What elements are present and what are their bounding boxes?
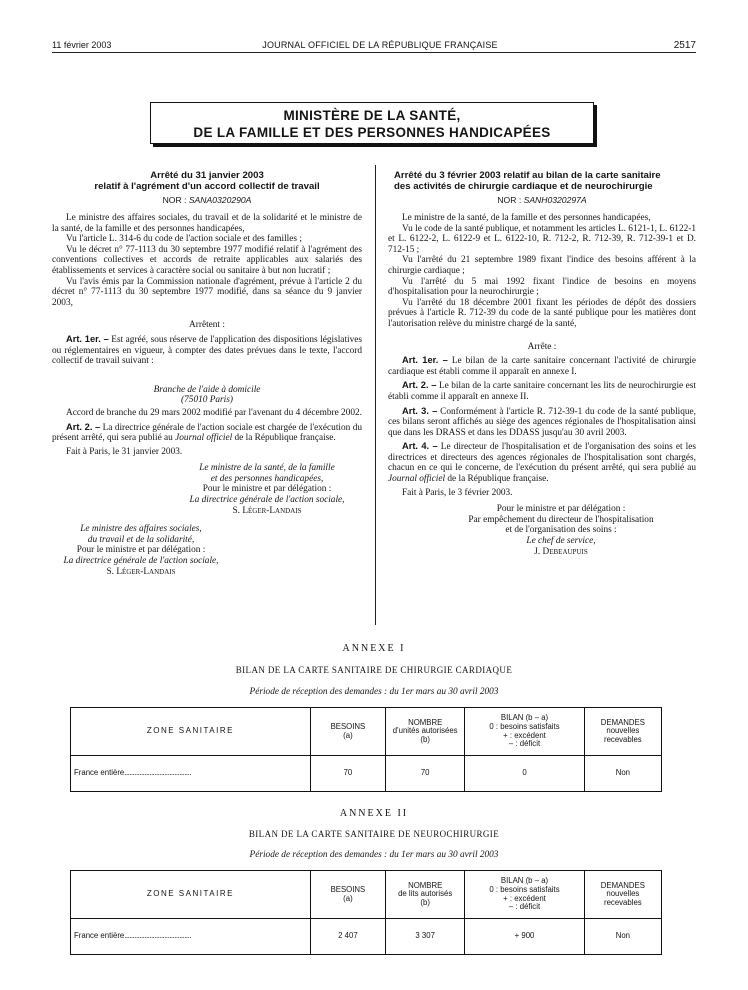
left-title-2: relatif à l'agrément d'un accord collectif de travail [94,181,320,192]
table-header-row [71,708,662,756]
col-zone-header: ZONE SANITAIRE [71,708,311,756]
left-art-1 [52,334,362,367]
table-row [71,919,662,955]
right-art-2-text: Le bilan de la carte sanitaire concernant les lits de neurochirurgie est établi comme il apparaît en annexe II. [388,381,696,402]
col-bilan-line-3: + : excédent [503,730,546,740]
col-demandes-header [584,871,661,919]
right-arrete: Arrête : [527,341,557,352]
left-sig2-line-4: La directrice générale de l'action sociale, [63,556,219,567]
right-art-4-label: Art. 4. – [402,441,438,452]
annex-1-table [70,707,662,792]
left-sig2-line-1: Le ministre des affaires sociales, [80,524,202,535]
right-title: Arrêté du 3 février 2003 relatif au bilan de la carte sanitaire des activités de chirurgie cardiaque et de neurochirurgie [394,170,661,192]
left-art-2-text-a: La directrice générale de l'action sociale est chargée de l'exécution du présent arrêté, qui sera publié au [52,422,362,444]
col-bilan-line-4: – : déficit [508,902,541,912]
col-bilan-label: BILAN (b – a) [500,713,549,723]
annex-1-period: Période de réception des demandes : du 1er mars au 30 avril 2003 [249,687,499,697]
cell-besoins: 2 407 [310,919,385,955]
col-bilan-line-4: – : déficit [508,739,541,749]
left-sig1-line-4: La directrice générale de l'action sociale, [189,495,345,506]
ministry-line-1: MINISTÈRE DE LA SANTÉ, [283,108,461,123]
col-nombre-label: NOMBRE [408,717,443,727]
left-branche-1: Branche de l'aide à domicile [153,384,261,395]
right-para-2: Vu le code de la santé publique, et notamment les articles L. 6121-1, L. 6122-1 et L. 6122-2, L. 6122-9 et L. 6122-10, R. 712-2, R. 712-39, R. 712-39-1 et D. 712-15 ; [388,223,696,255]
col-demandes-line-3: recevables [603,734,642,744]
right-fait: Fait à Paris, le 3 février 2003. [402,487,513,498]
left-art-1-text: Est agréé, sous réserve de l'application des dispositions législatives ou réglementaires en vigueur, à compter des dates prévues dans le texte, l'accord collectif de travail suivant : [52,334,362,367]
right-para-5: Vu l'arrêté du 18 décembre 2001 fixant les périodes de dépôt des dossiers prévues à l'article R. 712-39 du code de la santé publique pour les matières dont l'autorisation relève du ministre chargé de la santé, [388,297,696,329]
col-bilan-line-2: 0 : besoins satisfaits [489,884,560,894]
left-nor [52,195,362,205]
cell-zone-text: France entière [74,931,125,941]
col-bilan-label: BILAN (b – a) [500,876,549,886]
right-art-2-label: Art. 2. – [402,380,437,391]
annex-2-table [70,870,662,955]
col-nombre-sub: (b) [420,897,430,907]
cell-demandes: Non [584,756,661,792]
right-art-1-label: Art. 1er. – [402,355,448,366]
right-art-2 [388,380,696,402]
annex-1-subtitle: BILAN DE LA CARTE SANITAIRE DE CHIRURGIE CARDIAQUE [235,665,513,675]
right-para-3: Vu l'arrêté du 21 septembre 1989 fixant l'indice des besoins afférent à la chirurgie cardiaque ; [388,255,696,276]
left-art-1-label: Art. 1er. – [66,333,109,344]
column-separator [375,165,376,625]
right-art-3-label: Art. 3. – [402,405,438,416]
left-para-4: Vu l'avis émis par la Commission nationale d'agrément, prévue à l'article 2 du décret n° 77-1113 du 30 septembre 1977 modifié, dans sa séance du 9 janvier 2003, [52,276,362,308]
header-date: 11 février 2003 [52,40,112,50]
right-art-4-text-a: Le directeur de l'hospitalisation et de l'organisation des soins et les directrices et directeurs des agences régionales de l'hospitalisation sont chargés, chacun en ce qui le concerne, de l'exécution du présent arrêté, qui sera publié au [388,442,697,474]
right-signature [446,504,676,557]
right-art-3 [388,406,696,439]
col-demandes-line-2: nouvelles [606,726,640,736]
page-number: 2517 [673,40,696,51]
col-besoins-label: BESOINS [330,721,366,731]
cell-besoins: 70 [310,756,385,792]
col-nombre-label: NOMBRE [408,880,443,890]
header-rule [52,52,696,53]
left-article [52,170,362,577]
left-para-3: Vu le décret n° 77-1113 du 30 septembre 1977 modifié relatif à l'agrément des conventions collectives et accords de retraite applicables aux salariés des établissements et services à caractère social ou sanitaire à but non lucratif ; [52,244,362,276]
right-art-1-text: Le bilan de la carte sanitaire concernant l'activité de chirurgie cardiaque est établi comme il apparaît en annexe I. [388,356,696,377]
col-demandes-header [584,708,661,756]
left-accord: Accord de branche du 29 mars 2002 modifié par l'avenant du 4 décembre 2002. [66,407,362,418]
right-art-3-text: Conformément à l'article R. 712-39-1 du code de la santé publique, ces bilans seront affichés au siège des agences régionales de l'hospitalisation ainsi que dans les DRASS et dans les DDASS jusqu'au 30 avril 2003. [388,406,696,438]
col-bilan-line-3: + : excédent [503,893,546,903]
left-sig2-line-5: S. Léger-Landais [106,566,176,577]
right-nor-label: NOR : [497,195,522,205]
left-title-1: Arrêté du 31 janvier 2003 [150,170,264,181]
cell-zone: France entière........................................ [71,756,311,792]
cell-nombre: 3 307 [386,919,465,955]
annex-2-subtitle: BILAN DE LA CARTE SANITAIRE DE NEUROCHIRURGIE [248,829,500,839]
left-sig2-line-2: du travail et de la solidarité, [87,534,195,545]
left-arretent: Arrêtent : [189,320,225,331]
right-art-4-jo: Journal officiel [388,474,446,485]
right-sig-line-4: Le chef de service, [526,536,596,547]
col-besoins-label: BESOINS [330,884,366,894]
right-nor-code: SANH0320297A [523,195,587,205]
cell-bilan: 0 [465,756,584,792]
left-fait: Fait à Paris, le 31 janvier 2003. [66,446,183,457]
left-art-2-text-b: de la République française. [234,433,336,444]
right-art-1 [388,355,696,377]
right-art-4 [388,441,696,484]
col-demandes-label: DEMANDES [600,717,645,727]
col-bilan-line-2: 0 : besoins satisfaits [489,721,560,731]
left-nor-label: NOR : [162,195,187,205]
journal-title: JOURNAL OFFICIEL DE LA RÉPUBLIQUE FRANÇAISE [262,40,498,50]
cell-zone: France entière........................................ [71,919,311,955]
left-nor-code: SANA0320290A [188,195,252,205]
right-para-4: Vu l'arrêté du 5 mai 1992 fixant l'indice de besoins en moyens d'hospitalisation pour la neurochirurgie ; [388,276,696,298]
annex-1-title: ANNEXE I [342,643,406,654]
left-signature-2 [52,524,230,577]
right-sig-line-2: Par empêchement du directeur de l'hospitalisation [468,514,654,525]
cell-demandes: Non [584,919,661,955]
col-besoins-header [310,871,385,919]
left-art-2 [52,422,362,444]
table-row [71,756,662,792]
right-nor [388,195,696,205]
right-article [388,170,696,557]
cell-nombre: 70 [386,756,465,792]
col-bilan-header [465,708,584,756]
right-para-1: Le ministre de la santé, de la famille et des personnes handicapées, [402,213,651,223]
cell-zone-text: France entière [74,768,125,778]
left-sig1-line-2: et des personnes handicapées, [210,473,324,484]
left-art-2-label: Art. 2. – [66,421,101,432]
col-besoins-sub: (a) [343,893,353,903]
left-sig1-line-1: Le ministre de la santé, de la famille [199,463,335,474]
annex-2-period: Période de réception des demandes : du 1er mars au 30 avril 2003 [249,850,499,860]
col-besoins-header [310,708,385,756]
left-para-2: Vu l'article L. 314-6 du code de l'action sociale et des familles ; [66,234,302,245]
left-branche-2: (75010 Paris) [181,395,233,406]
left-sig1-line-5: S. Léger-Landais [232,505,302,516]
left-art-2-jo: Journal officiel [175,433,233,444]
right-sig-line-1: Pour le ministre et par délégation : [496,504,626,515]
col-demandes-label: DEMANDES [600,880,645,890]
col-nombre-label-2: d'unités autorisées [392,726,458,736]
col-nombre-label-2: de lits autorisés [398,889,453,899]
col-bilan-header [465,871,584,919]
col-nombre-header [386,708,465,756]
left-signature-1 [182,463,352,516]
col-nombre-sub: (b) [420,734,430,744]
ministry-box [150,102,594,144]
right-sig-line-5: J. Debeaupuis [534,546,588,557]
col-demandes-line-2: nouvelles [606,889,640,899]
cell-bilan: + 900 [465,919,584,955]
col-besoins-sub: (a) [343,730,353,740]
col-demandes-line-3: recevables [603,897,642,907]
col-nombre-header [386,871,465,919]
left-sig2-line-3: Pour le ministre et par délégation : [76,545,206,556]
annex-2-title: ANNEXE II [339,808,409,819]
col-zone-header: ZONE SANITAIRE [71,871,311,919]
left-para-1: Le ministre des affaires sociales, du travail et de la solidarité et le ministre de la santé, de la famille et des personnes handicapées, [52,213,362,234]
table-header-row [71,871,662,919]
right-sig-line-3: et de l'organisation des soins : [505,525,617,536]
ministry-line-2: DE LA FAMILLE ET DES PERSONNES HANDICAPÉES [193,125,551,140]
left-sig1-line-3: Pour le ministre et par délégation : [202,484,332,495]
right-art-4-text-b: de la République française. [447,474,549,485]
